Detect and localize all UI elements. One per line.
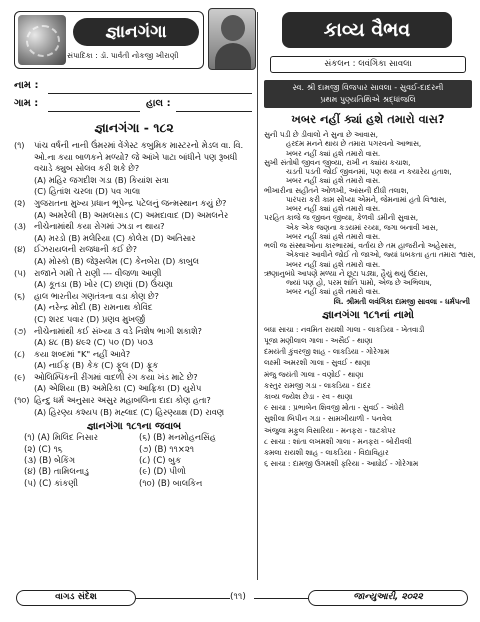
question-item: [14, 349, 254, 361]
poem-line: ખબર નહીં ક્યાં હશે તમારો વાસ.: [286, 176, 381, 186]
tribute-box: [264, 80, 472, 108]
gyanganga-header: [14, 8, 254, 80]
poem: [264, 130, 476, 297]
answer-item: (૮) (C) બુક: [139, 456, 182, 467]
question-item: [14, 221, 254, 233]
quiz-title: જ્ઞાનગંગા - ૧૮૨: [94, 120, 174, 135]
tribute-line: સ્વ. શ્રી દામજી વિજપાર સાવલા - સુવઈ-દાદરની: [292, 83, 444, 92]
winner-entry: સુશીલા બિપીન ગડા - સામખીયાળી - પનવેલ: [264, 414, 392, 424]
gyanganga-banner: [14, 11, 204, 69]
question-text: કયા શબ્દમાં "K" નહીં આવે?: [34, 348, 131, 359]
answer-item: (૧) (A) મિલિંદ નિસાર: [24, 433, 98, 444]
poem-line: ખબર નહીં ક્યાં હશે તમારો વાસ.: [286, 287, 381, 297]
editor-credit: સંપાદિકા : ડૉ. પાર્વતી નોકજી ખીરાણી: [67, 51, 179, 60]
village-line: [48, 111, 140, 112]
answer-item: (૩) (B) બેકિંગ: [24, 456, 76, 467]
poem-line: પારંપરા કરી કામ સોંપ્યા એમને, જેમનામાં હતો વિશ્વાસ,: [286, 194, 447, 204]
answer-item: (૧૦) (B) બાલકિન: [139, 478, 203, 489]
question-number: (૫): [14, 267, 26, 278]
answer-item: (૫) (C) કાંકણી: [24, 478, 79, 489]
winner-entry: દમયંતી કુંવરજી શાહ - લાકડિયા - ગોરેગામ: [264, 347, 390, 357]
question-number: (૩): [14, 221, 26, 232]
question-item: [14, 372, 254, 384]
question-options: (A) નરેન્દ્ર મોદી (B) રામનાથ કોવિંદ: [34, 302, 153, 313]
question-options: (A) નાઈફ (B) કેક (C) ફૂલ (D) ફ્રૂક: [34, 360, 159, 371]
poem-line: એકવાર આવીને જોઈ તો જાઓ, જ્યાં ધબકતા હતા તમારા શ્વાસ,: [286, 250, 476, 260]
answer-item: (૪) (B) તામિલનાડુ: [24, 467, 89, 478]
answer-item: (૭) (B) ૧૧×૨૧: [139, 444, 195, 455]
compiler-credit: સંકલન : લવંગિકા સાવલા: [270, 56, 466, 73]
gyanganga-title: જ્ઞાનગંગા: [73, 18, 199, 46]
poem-line: જ્યાં પણ હો, પરમ શાંતિ પામો, એજ છે અભિલાષ,: [286, 278, 432, 287]
question-text: ઓલિમ્પિકની રીંગમાં વાદળી રંગ કયા ખંડ માટે છે?: [34, 371, 198, 382]
question-item: [14, 198, 254, 210]
question-item: [14, 326, 254, 338]
name-field: [14, 80, 254, 98]
question-options: (A) મહિર જગદીશ ગડા (B) કિયાંશ સત્રા: [34, 174, 169, 185]
question-text: ગુજરાતના મુખ્ય પ્રધાન ભૂપેન્દ્ર પટેલનું જન્મસ્થાન કયું છે?: [34, 197, 227, 208]
issue-date: જાન્યુઆરી, ૨૦૨૨: [308, 590, 468, 606]
poem-line: એક એક જણના કડયમાં રચ્યા, જગા બનાવી ખાસ,: [286, 222, 439, 232]
name-line: [48, 93, 252, 94]
footer-rule: [136, 598, 230, 599]
question-text: રાજાને ગમી તે રાણી --- વીજળા આણી: [34, 267, 162, 278]
editor-photo: [208, 8, 256, 70]
question-text: નીચેનામાંથી કઈ સંખ્યા ૩ વડે નિશેષ ભાગી શકાશે?: [34, 325, 202, 336]
winner-entry: કસ્તુર રામજી ગડા - લાકડિયા - દાદર: [264, 380, 371, 390]
question-text: નીચેનામાંથી કયા રોગમાં ઝાડા ન થાય?: [34, 221, 165, 232]
page-footer: [8, 588, 474, 608]
poem-line: સુની પડી છે ડીવાલો ને સુના છે આવાસ,: [264, 130, 378, 139]
page-number: (૧૧): [230, 592, 246, 602]
gyanganga-column: [14, 8, 254, 490]
question-item: [14, 268, 254, 280]
question-options: (A) અમરેલી (B) અમલસાડ (C) અમદાવાદ (D) અમલનેર: [34, 209, 229, 220]
answer-item: (૯) (D) પીળો: [139, 467, 186, 478]
question-number: (૧): [14, 140, 25, 150]
question-options: (A) ૪૮ (B) ૪૯૨ (C) ૫૦ (D) ૫૦૩: [34, 337, 153, 348]
question-item: [14, 291, 254, 303]
winners-title: જ્ઞાનગંગા ૧૮૧નાં નામો: [321, 308, 415, 321]
winner-entry: કમલા રાયશી શાહ - લાકડિયા - વિદ્યાવિહાર: [264, 447, 389, 457]
village-label: ગામ :: [14, 98, 39, 109]
question-number: (૧૦): [14, 395, 30, 406]
question-options: (A) હિરણ્ય કશ્યપ (B) મહ્લાદ (C) હિરણ્યાક્ષ (D) રાવણ: [34, 406, 225, 417]
question-text: પાંચ વર્ષની નાની ઉંમરમાં વેંગેસ્ટ કબુમિક માસ્ટરનો મેડલ વા. વિ. ઓ.ના કયા બાળકને મળ્યો? જે આંખે પાટા બાંધીને પણ રૂબધી વચાડે ક્યુબ સોલવ કરી શકે છે?: [34, 140, 244, 174]
winners-list: [264, 324, 472, 470]
poem-line: ભલી જ સંસ્થાઓના કારભારમાં, વર્તાય છે તમ હાજરીનો અહેસાસ,: [264, 241, 457, 250]
brain-image: [18, 15, 66, 65]
question-text: હાલ ભારતીય ગણતંત્રના વડા કોણ છે?: [34, 290, 159, 301]
magazine-name: વાગડ સંદેશ: [16, 590, 136, 606]
magazine-page: [8, 8, 474, 610]
winner-entry: ૬ સાચા : દામજી ઉગમશી ફરિયા - આધોઈ - ગોરેગામ: [264, 459, 419, 469]
kavya-column: [264, 8, 476, 469]
question-item: [14, 140, 254, 175]
winner-entry: લક્ષ્મી અમરશી ગાલા - સુવઈ - થાણા: [264, 358, 371, 368]
hall-label: હાલ :: [146, 98, 171, 109]
kavya-header: [264, 8, 472, 80]
question-number: (૮): [14, 348, 26, 359]
question-item: [14, 395, 254, 407]
poem-line: ખબર નહીં ક્યાં હશે તમારો વાસ.: [286, 259, 381, 269]
answer-list: [14, 433, 254, 490]
name-label: નામ :: [14, 80, 39, 91]
footer-rule: [254, 598, 308, 599]
question-number: (૭): [14, 325, 27, 336]
winner-entry: અંજુલા મફુલ વિસારિયા - મનફરા - ઘાટકોપર: [264, 425, 396, 435]
question-options: (C) હિતાંશ ચરલા (D) પવ ગાલા: [34, 186, 141, 197]
winner-entry: બધા સાચા : નવમિત રાયશી ગાલા - લાકડિયા - ખેતવાડી: [264, 324, 425, 334]
question-options: (A) મોસ્કો (B) જેરૂસલેમ (C) કેનબેરા (D) કાબુલ: [34, 255, 199, 266]
winner-entry: કાવ્ય જયેશ છેડા - રવ - થાણા: [264, 391, 353, 401]
question-list: [14, 140, 254, 418]
column-divider: [257, 12, 258, 580]
question-number: (૨): [14, 197, 26, 208]
winner-entry: ૮ સાચા : શાંતા લખમશી ગાલા - મનફરા - બોરીવલી: [264, 436, 412, 446]
tribute-line: પ્રથમ પુણ્યતિથિએ શ્રદ્ધાંજલિ: [320, 95, 416, 104]
question-number: (૯): [14, 371, 26, 382]
question-text: હિન્દુ ધર્મ અનુસાર અસુર મહાબલિના દાદા કોણ હતા?: [34, 395, 211, 406]
answer-item: (૬) (B) મનમોહનસિંહ: [139, 433, 216, 444]
poem-line: પરહિત કાજે જ જીવન જીવ્યા, કેળવી ડમીની સુવાસ,: [264, 213, 419, 223]
question-options: (C) શરદ પવાર (D) પ્રણવ મુખર્જી: [34, 313, 145, 324]
question-number: (૪): [14, 244, 26, 255]
poem-line: ખબર નહીં ક્યાં હશે તમારો વાસ.: [286, 231, 381, 241]
winner-entry: મંજુ જયંતી ગાલા - વણોઈ - થાણા: [264, 369, 364, 379]
answers-title: જ્ઞાનગંગા ૧૮૧ના જવાબ: [86, 421, 182, 433]
question-item: [14, 244, 254, 256]
village-field: [14, 98, 254, 116]
poem-title: ખબર નહીં ક્યાં હશે તમારો વાસ?: [291, 112, 445, 126]
poem-line: હરદમ મનને થાય છે તમારા પગરવનો આભાસ,: [286, 139, 422, 149]
poem-line: ખબર નહીં ક્યાં હશે તમારો વાસ.: [286, 148, 381, 158]
kavya-title: કાવ્ય વૈભવ: [282, 12, 452, 48]
poem-line: સુખી સંતોષી જીવન જીવ્યા, રાખી ન ક્યાંય કચાશ,: [264, 157, 411, 167]
poem-line: ખબર નહીં ક્યાં હશે તમારો વાસ.: [286, 204, 381, 213]
poem-line: ઋણાનુબંધે આપણે મળ્યા ને છૂટા પડ્યા, હૈયું થયું ઉદાસ,: [264, 268, 428, 278]
question-options: (A) એશિયા (B) અમેરિકા (C) આફ્રિકા (D) યુરોપ: [34, 383, 202, 394]
question-options: (A) કૂતડા (B) ખોર (C) છાણાં (D) ઉંચણા: [34, 279, 173, 290]
winner-entry: પૂજા મણીલાલ ગાલા - અસૈઈ - થાણા: [264, 335, 373, 345]
poem-line: ભીખારીના સહીતને ઓળખી, આંસની દીધી તલાશ,: [264, 185, 409, 195]
winner-entry: ૯ સાચા : પ્રભાબેન શિવજી મોતા - સુવઈ - અંધેરી: [264, 403, 405, 413]
poem-line: ચડતી પડતી જોઈ જીવનમાં, પણ થયા ન કયારેય હતાશ,: [286, 167, 452, 176]
poem-signature: લિ. શ્રીમતી લવંગિકા દામજી સાવલા - ધર્મપત્ની: [333, 296, 470, 306]
question-text: ઈઝરાયલની રાજધાની કઈ છે?: [34, 244, 137, 255]
answer-item: (૨) (C) ૧૬: [24, 444, 63, 455]
question-number: (૬): [14, 290, 26, 301]
hall-line: [176, 111, 252, 112]
question-options: (A) મરડો (B) મલેરિયા (C) કોલેરા (D) અતિસાર: [34, 232, 196, 243]
